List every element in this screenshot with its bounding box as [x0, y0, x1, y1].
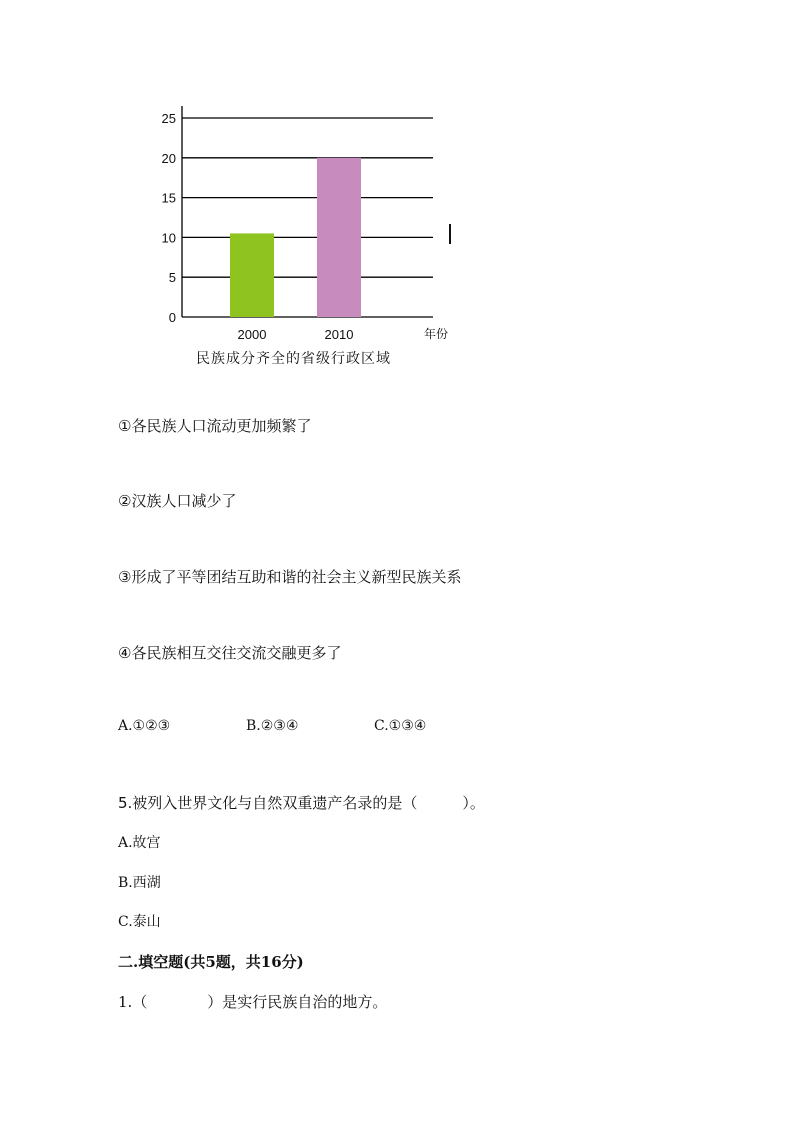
x-tick-label-2000: 2000 [237, 327, 267, 342]
answer-options [118, 718, 538, 740]
statement-3: ③形成了平等团结互助和谐的社会主义新型民族关系 [118, 568, 462, 586]
option-b: B.②③④ [246, 718, 299, 734]
text-cursor-mark [449, 224, 451, 244]
question-5-choice-a: A.故宫 [118, 835, 161, 851]
bar-chart-svg [0, 0, 794, 390]
question-5-choice-b: B.西湖 [118, 875, 161, 891]
bar-chart [0, 0, 794, 390]
statement-4: ④各民族相互交往交流交融更多了 [118, 644, 342, 662]
option-c: C.①③④ [374, 718, 427, 734]
statement-1: ①各民族人口流动更加频繁了 [118, 417, 312, 435]
y-tick-label-25: 25 [161, 111, 176, 126]
statement-2: ②汉族人口减少了 [118, 492, 237, 510]
bar-2000 [230, 233, 274, 317]
chart-caption: 民族成分齐全的省级行政区域 [196, 351, 391, 367]
section-2-title: 二.填空题(共5题，共16分) [118, 953, 304, 971]
y-tick-label-15: 15 [161, 190, 176, 206]
question-5-choice-c: C.泰山 [118, 914, 161, 930]
y-tick-label-0: 0 [168, 310, 176, 325]
question-5-stem: 5.被列入世界文化与自然双重遗产名录的是（ ）。 [118, 794, 485, 812]
y-tick-label-20: 20 [161, 150, 176, 166]
y-tick-label-10: 10 [161, 230, 176, 246]
bar-2010 [317, 158, 361, 317]
x-axis-label: 年份 [423, 327, 449, 341]
x-tick-label-2010: 2010 [324, 327, 354, 342]
fill-blank-question-1: 1.（ ）是实行民族自治的地方。 [118, 993, 388, 1011]
option-a: A.①②③ [118, 718, 171, 734]
y-tick-label-5: 5 [168, 270, 176, 286]
